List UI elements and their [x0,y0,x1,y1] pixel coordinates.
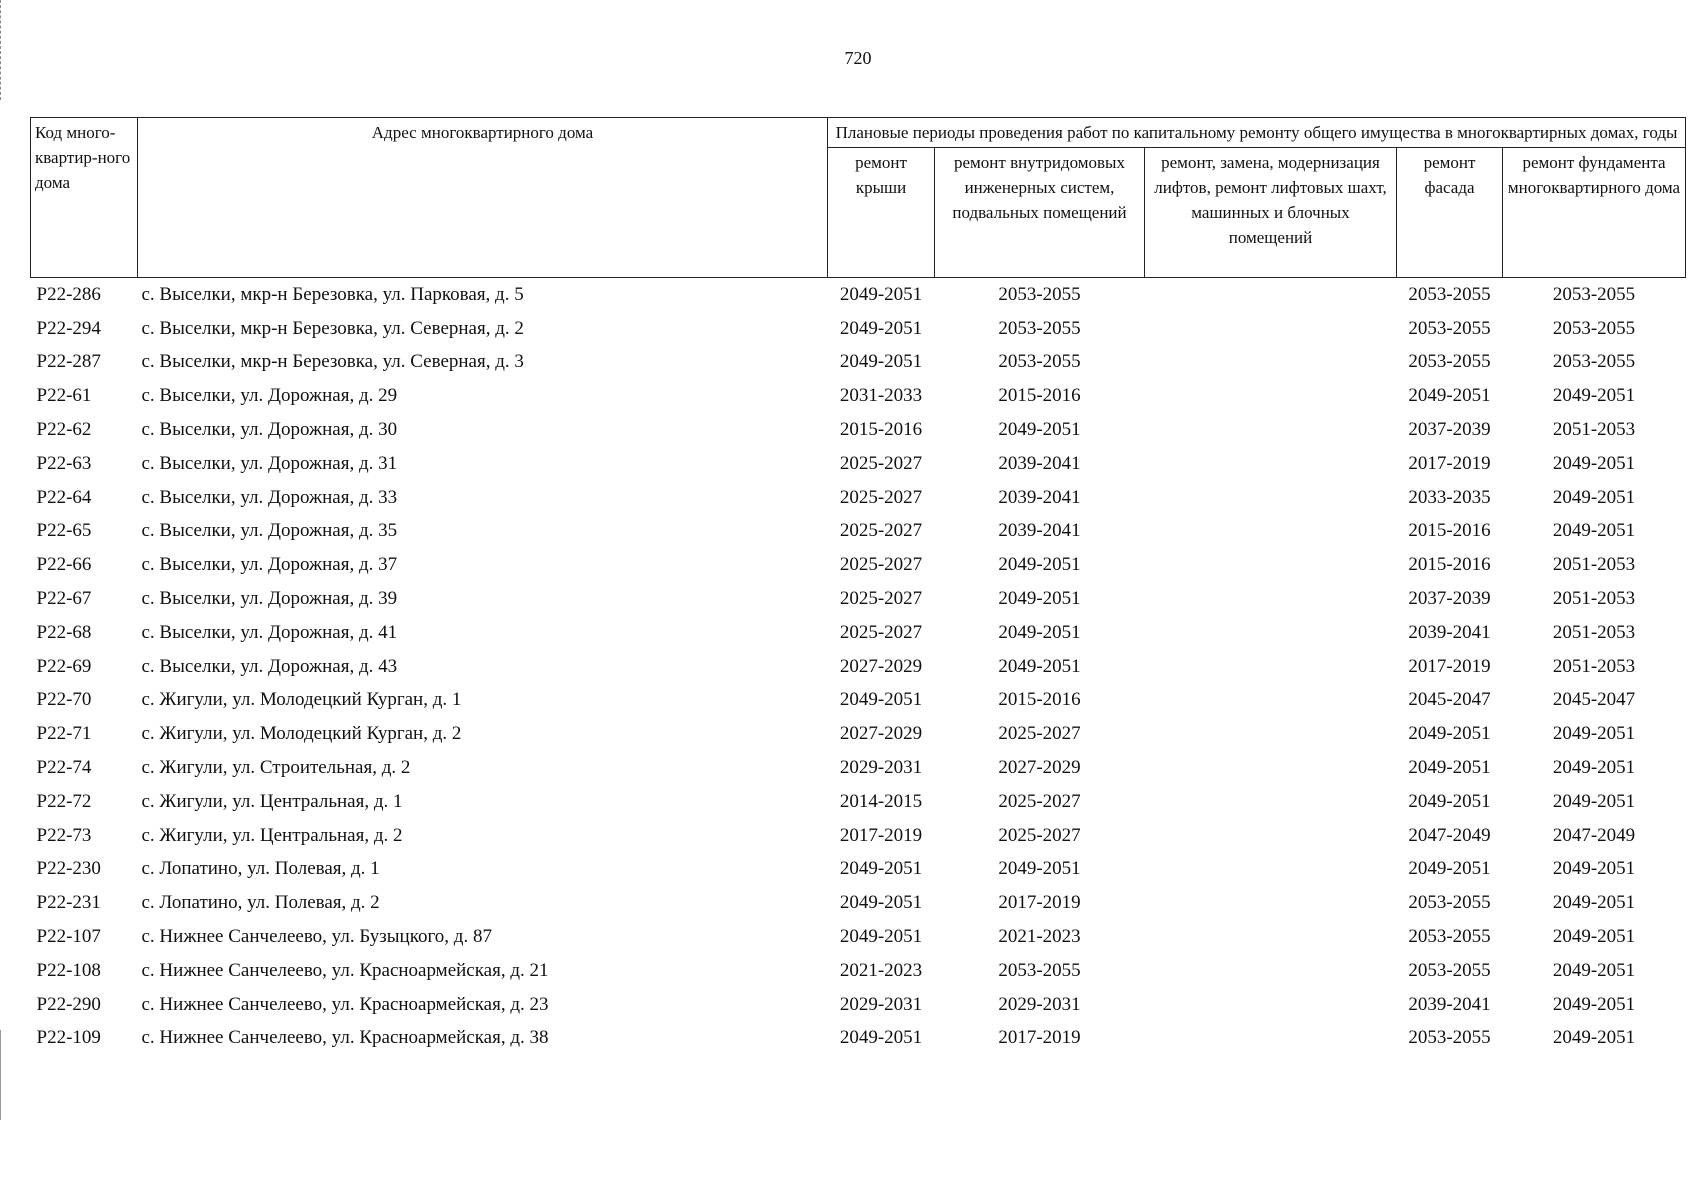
cell-systems: 2025-2027 [998,790,1081,812]
cell-address: с. Лопатино, ул. Полевая, д. 1 [141,858,380,880]
cell-systems: 2049-2051 [998,419,1081,441]
cell-facade: 2033-2035 [1408,486,1491,508]
header-systems: ремонт внутридомовых инженерных систем, подвальных помещений [935,148,1145,278]
cell-address: с. Выселки, ул. Дорожная, д. 39 [141,588,398,610]
table-row [31,616,1686,650]
cell-address: с. Нижнее Санчелеево, ул. Красноармейская, д. 23 [141,993,549,1015]
cell-code: P22-287 [36,351,101,373]
table-body [31,278,1686,1056]
cell-systems: 2039-2041 [998,520,1081,542]
cell-foundation: 2049-2051 [1552,452,1636,474]
cell-roof: 2025-2027 [839,520,923,542]
cell-lifts [1145,785,1397,819]
cell-address: с. Выселки, ул. Дорожная, д. 35 [141,520,398,542]
cell-systems: 2025-2027 [998,723,1081,745]
cell-systems: 2017-2019 [998,892,1081,914]
cell-lifts [1145,312,1397,346]
cell-roof: 2049-2051 [839,892,923,914]
table-row [31,481,1686,515]
cell-roof: 2029-2031 [839,993,923,1015]
table-row [31,853,1686,887]
cell-address: с. Нижнее Санчелеево, ул. Красноармейская, д. 38 [141,1027,549,1049]
header-roof: ремонт крыши [828,148,935,278]
cell-lifts [1145,717,1397,751]
cell-facade: 2047-2049 [1408,824,1491,846]
cell-foundation: 2049-2051 [1552,790,1636,812]
cell-roof: 2025-2027 [839,554,923,576]
cell-roof: 2049-2051 [839,351,923,373]
table-row [31,988,1686,1022]
cell-lifts [1145,515,1397,549]
cell-lifts [1145,548,1397,582]
table-row [31,920,1686,954]
cell-facade: 2045-2047 [1408,689,1491,711]
cell-roof: 2049-2051 [839,283,923,305]
table-row [31,582,1686,616]
cell-address: с. Выселки, ул. Дорожная, д. 30 [141,419,398,441]
table-row [31,413,1686,447]
cell-facade: 2053-2055 [1408,959,1491,981]
cell-lifts [1145,920,1397,954]
cell-lifts [1145,582,1397,616]
cell-facade: 2015-2016 [1408,520,1491,542]
cell-facade: 2053-2055 [1408,1027,1491,1049]
cell-foundation: 2049-2051 [1552,486,1636,508]
cell-lifts [1145,346,1397,380]
table-row [31,954,1686,988]
cell-foundation: 2051-2053 [1552,655,1636,677]
cell-facade: 2053-2055 [1408,283,1491,305]
cell-systems: 2021-2023 [998,926,1081,948]
cell-address: с. Выселки, ул. Дорожная, д. 41 [141,621,398,643]
header-address: Адрес многоквартирного дома [138,118,828,278]
cell-foundation: 2045-2047 [1552,689,1636,711]
cell-roof: 2049-2051 [839,1027,923,1049]
cell-facade: 2049-2051 [1408,385,1491,407]
cell-foundation: 2053-2055 [1552,351,1636,373]
cell-lifts [1145,886,1397,920]
cell-code: P22-67 [36,588,92,610]
cell-lifts [1145,447,1397,481]
cell-roof: 2029-2031 [839,757,923,779]
cell-systems: 2049-2051 [998,858,1081,880]
cell-systems: 2049-2051 [998,655,1081,677]
cell-systems: 2049-2051 [998,621,1081,643]
cell-roof: 2049-2051 [839,926,923,948]
cell-foundation: 2051-2053 [1552,588,1636,610]
cell-systems: 2029-2031 [998,993,1081,1015]
header-code: Код много-квартир-ного дома [31,118,138,278]
table-row [31,447,1686,481]
header-foundation: ремонт фундамента многоквартирного дома [1503,148,1686,278]
cell-facade: 2017-2019 [1408,452,1491,474]
cell-lifts [1145,650,1397,684]
cell-systems: 2027-2029 [998,757,1081,779]
cell-code: P22-61 [36,385,92,407]
cell-address: с. Жигули, ул. Молодецкий Курган, д. 2 [141,723,462,745]
cell-lifts [1145,278,1397,312]
cell-lifts [1145,413,1397,447]
table-row [31,379,1686,413]
header-lifts: ремонт, замена, модернизация лифтов, ремонт лифтовых шахт, машинных и блочных помещений [1145,148,1397,278]
cell-systems: 2039-2041 [998,486,1081,508]
cell-foundation: 2051-2053 [1552,419,1636,441]
cell-address: с. Выселки, ул. Дорожная, д. 33 [141,486,398,508]
cell-facade: 2017-2019 [1408,655,1491,677]
header-periods-title: Плановые периоды проведения работ по капитальному ремонту общего имущества в многоквартирных домах, годы [828,118,1686,148]
cell-lifts [1145,988,1397,1022]
cell-foundation: 2049-2051 [1552,892,1636,914]
cell-roof: 2049-2051 [839,689,923,711]
cell-lifts [1145,751,1397,785]
cell-systems: 2053-2055 [998,317,1081,339]
cell-foundation: 2049-2051 [1552,520,1636,542]
cell-facade: 2037-2039 [1408,419,1491,441]
table-row [31,346,1686,380]
cell-roof: 2031-2033 [839,385,923,407]
scan-edge-mark [0,1030,3,1120]
cell-address: с. Выселки, ул. Дорожная, д. 29 [141,385,398,407]
cell-foundation: 2049-2051 [1552,858,1636,880]
table-row [31,1022,1686,1056]
cell-code: P22-108 [36,959,101,981]
cell-foundation: 2053-2055 [1552,283,1636,305]
cell-address: с. Выселки, мкр-н Березовка, ул. Северная, д. 3 [141,351,524,373]
capital-repair-schedule-table [30,117,1686,1055]
cell-foundation: 2049-2051 [1552,959,1636,981]
cell-facade: 2037-2039 [1408,588,1491,610]
cell-systems: 2049-2051 [998,554,1081,576]
cell-facade: 2049-2051 [1408,723,1491,745]
cell-lifts [1145,853,1397,887]
cell-code: P22-63 [36,452,92,474]
table-row [31,717,1686,751]
cell-address: с. Жигули, ул. Центральная, д. 1 [141,790,403,812]
cell-facade: 2039-2041 [1408,621,1491,643]
table-row [31,684,1686,718]
cell-facade: 2015-2016 [1408,554,1491,576]
cell-lifts [1145,819,1397,853]
cell-systems: 2039-2041 [998,452,1081,474]
cell-systems: 2053-2055 [998,283,1081,305]
cell-code: P22-294 [36,317,101,339]
cell-roof: 2049-2051 [839,858,923,880]
cell-systems: 2049-2051 [998,588,1081,610]
cell-systems: 2017-2019 [998,1027,1081,1049]
cell-code: P22-107 [36,926,101,948]
cell-lifts [1145,379,1397,413]
cell-lifts [1145,954,1397,988]
cell-code: P22-68 [36,621,92,643]
cell-address: с. Выселки, мкр-н Березовка, ул. Северная, д. 2 [141,317,524,339]
cell-foundation: 2049-2051 [1552,926,1636,948]
cell-facade: 2049-2051 [1408,858,1491,880]
cell-address: с. Жигули, ул. Молодецкий Курган, д. 1 [141,689,462,711]
table-row [31,515,1686,549]
table-header [31,118,1686,278]
cell-roof: 2027-2029 [839,723,923,745]
cell-address: с. Выселки, ул. Дорожная, д. 31 [141,452,398,474]
cell-foundation: 2049-2051 [1552,993,1636,1015]
table-row [31,650,1686,684]
cell-code: P22-286 [36,283,101,305]
table-row [31,751,1686,785]
cell-code: P22-66 [36,554,92,576]
table-row [31,312,1686,346]
cell-foundation: 2049-2051 [1552,385,1636,407]
table-row [31,278,1686,312]
cell-systems: 2015-2016 [998,689,1081,711]
cell-roof: 2025-2027 [839,486,923,508]
cell-lifts [1145,481,1397,515]
cell-address: с. Жигули, ул. Строительная, д. 2 [141,757,411,779]
cell-code: P22-231 [36,892,101,914]
cell-address: с. Лопатино, ул. Полевая, д. 2 [141,892,380,914]
cell-code: P22-74 [36,757,92,779]
cell-code: P22-71 [36,723,92,745]
cell-address: с. Жигули, ул. Центральная, д. 2 [141,824,403,846]
cell-code: P22-109 [36,1027,101,1049]
cell-lifts [1145,684,1397,718]
cell-foundation: 2049-2051 [1552,757,1636,779]
cell-code: P22-65 [36,520,92,542]
cell-foundation: 2049-2051 [1552,723,1636,745]
cell-code: P22-64 [36,486,92,508]
cell-facade: 2049-2051 [1408,757,1491,779]
cell-roof: 2025-2027 [839,452,923,474]
cell-address: с. Выселки, ул. Дорожная, д. 37 [141,554,398,576]
cell-facade: 2049-2051 [1408,790,1491,812]
cell-facade: 2053-2055 [1408,351,1491,373]
cell-code: P22-70 [36,689,92,711]
table-row [31,785,1686,819]
cell-code: P22-290 [36,993,101,1015]
cell-systems: 2025-2027 [998,824,1081,846]
cell-foundation: 2049-2051 [1552,1027,1636,1049]
cell-roof: 2027-2029 [839,655,923,677]
header-facade: ремонт фасада [1397,148,1503,278]
cell-code: P22-73 [36,824,92,846]
cell-address: с. Нижнее Санчелеево, ул. Бузыцкого, д. 87 [141,926,492,948]
cell-roof: 2015-2016 [839,419,923,441]
cell-facade: 2053-2055 [1408,317,1491,339]
cell-roof: 2025-2027 [839,621,923,643]
cell-facade: 2053-2055 [1408,926,1491,948]
cell-code: P22-230 [36,858,101,880]
cell-code: P22-72 [36,790,92,812]
cell-systems: 2053-2055 [998,351,1081,373]
cell-roof: 2021-2023 [839,959,923,981]
cell-lifts [1145,616,1397,650]
cell-address: с. Нижнее Санчелеево, ул. Красноармейская, д. 21 [141,959,549,981]
cell-foundation: 2047-2049 [1552,824,1636,846]
cell-roof: 2025-2027 [839,588,923,610]
table-row [31,548,1686,582]
cell-facade: 2053-2055 [1408,892,1491,914]
page-number: 720 [844,48,872,68]
cell-roof: 2017-2019 [839,824,923,846]
cell-lifts [1145,1022,1397,1056]
cell-facade: 2039-2041 [1408,993,1491,1015]
table-row [31,819,1686,853]
cell-foundation: 2051-2053 [1552,554,1636,576]
cell-systems: 2053-2055 [998,959,1081,981]
cell-roof: 2049-2051 [839,317,923,339]
table-row [31,886,1686,920]
cell-address: с. Выселки, мкр-н Березовка, ул. Парковая, д. 5 [141,283,524,305]
cell-code: P22-62 [36,419,92,441]
cell-roof: 2014-2015 [839,790,923,812]
cell-foundation: 2051-2053 [1552,621,1636,643]
cell-foundation: 2053-2055 [1552,317,1636,339]
cell-code: P22-69 [36,655,92,677]
cell-systems: 2015-2016 [998,385,1081,407]
cell-address: с. Выселки, ул. Дорожная, д. 43 [141,655,398,677]
